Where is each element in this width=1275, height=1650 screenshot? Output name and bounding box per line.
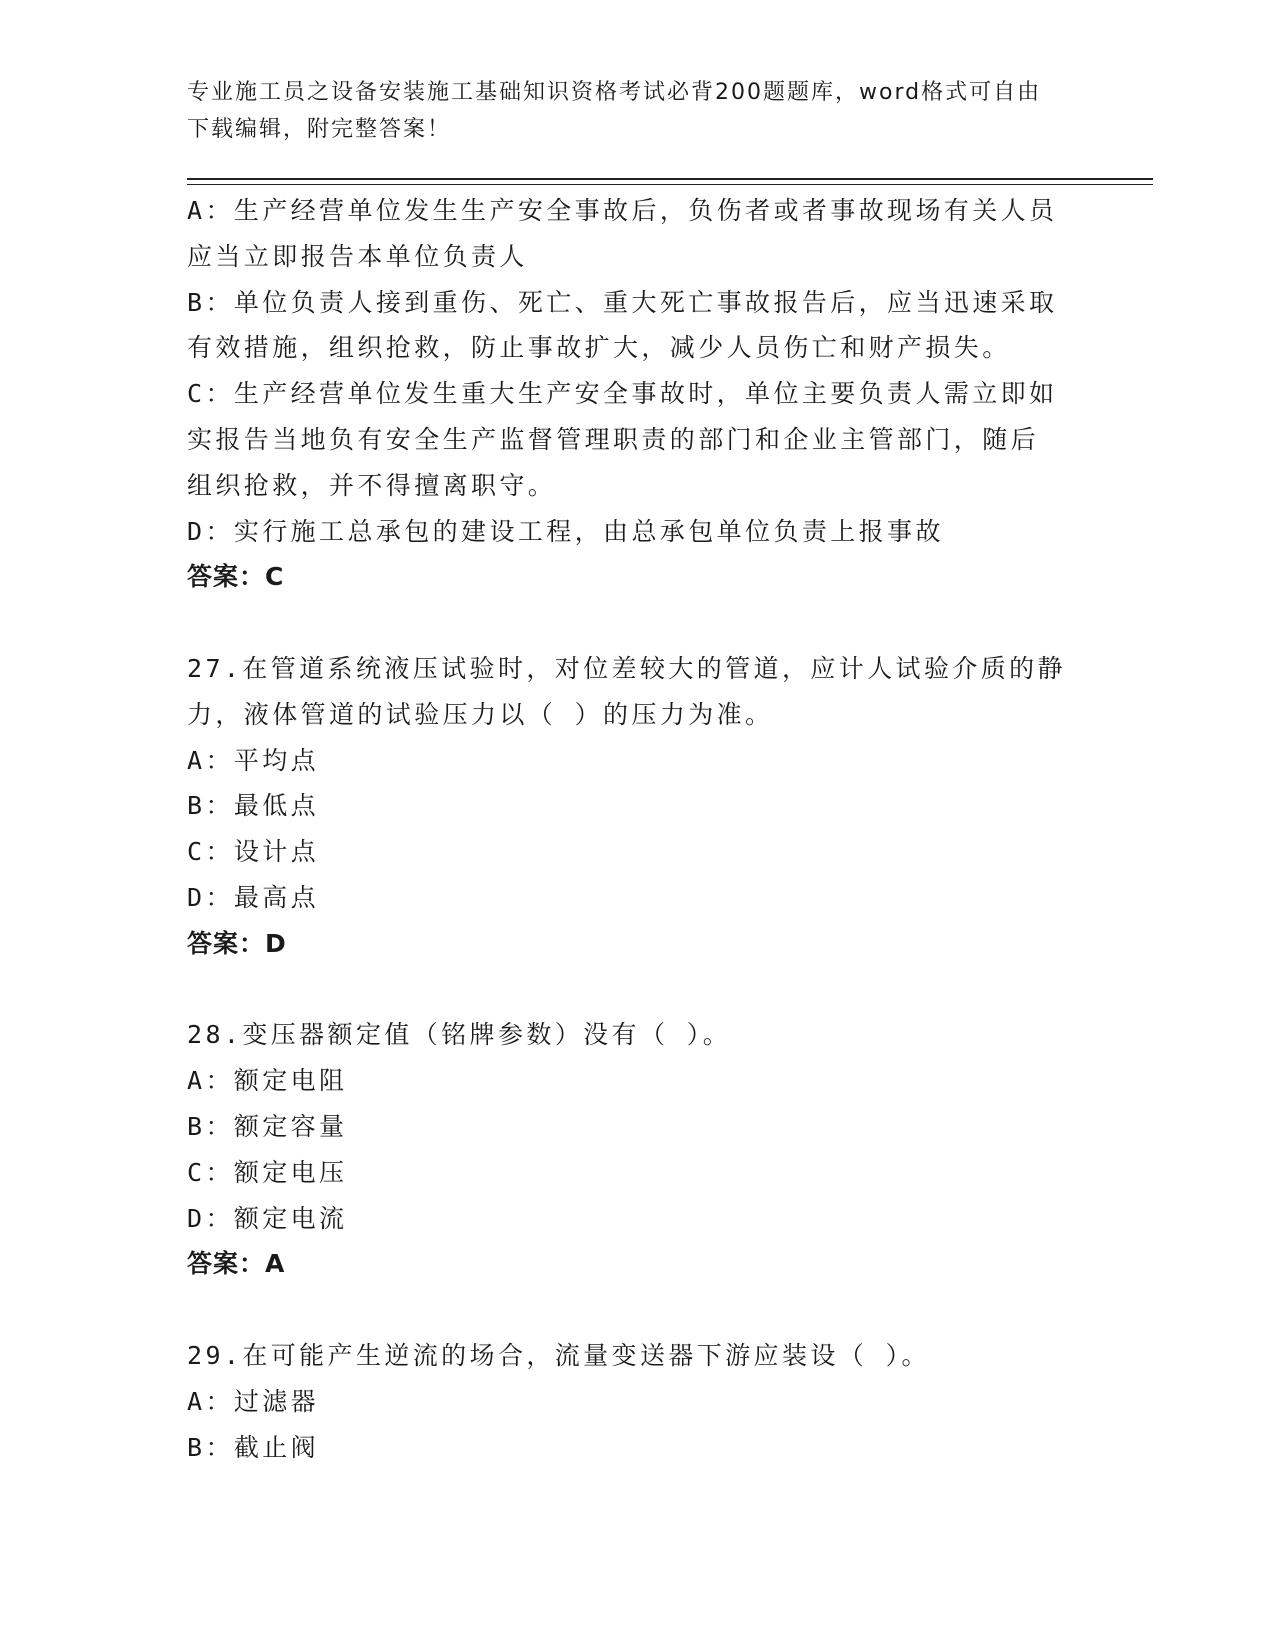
option-c-line-3: 组织抢救，并不得擅离职守。 [187,470,557,500]
answer: 答案：C [187,562,285,592]
answer: 答案：D [187,928,287,958]
option-b: B：额定容量 [187,1111,348,1141]
header-line-2: 下载编辑，附完整答案！ [187,117,452,142]
document-header [187,74,1067,148]
question-26 [187,188,1087,600]
answer: 答案：A [187,1249,286,1279]
option-b: B：最低点 [187,791,320,821]
option-d: D：额定电流 [187,1203,348,1233]
option-c-line-2: 实报告当地负有安全生产监督管理职责的部门和企业主管部门，随后 [187,424,1040,454]
option-a: A：额定电阻 [187,1066,348,1096]
question-list [187,188,1087,1470]
option-a: A：平均点 [187,745,320,775]
option-a: A：过滤器 [187,1386,320,1416]
option-c: C：设计点 [187,837,320,867]
option-b: B：截止阀 [187,1432,320,1462]
option-b-line-2: 有效措施，组织抢救，防止事故扩大，减少人员伤亡和财产损失。 [187,333,1011,363]
header-divider-thin [187,184,1153,185]
question-spacer [187,600,1087,646]
header-divider-thick [187,178,1153,180]
option-b-line-1: B：单位负责人接到重伤、死亡、重大死亡事故报告后，应当迅速采取 [187,287,1058,317]
question-spacer [187,967,1087,1013]
question-stem: 28.变压器额定值（铭牌参数）没有（ ）。 [187,1020,732,1050]
question-stem-line-2: 力，液体管道的试验压力以（ ）的压力为准。 [187,699,774,729]
question-stem-line-1: 27.在管道系统液压试验时，对位差较大的管道，应计人试验介质的静 [187,653,1066,683]
option-a-line-2: 应当立即报告本单位负责人 [187,241,528,271]
option-c: C：额定电压 [187,1157,348,1187]
question-27 [187,646,1087,967]
question-spacer [187,1287,1087,1333]
option-d: D：最高点 [187,882,320,912]
question-29 [187,1333,1087,1470]
header-line-1: 专业施工员之设备安装施工基础知识资格考试必背200题题库，word格式可自由 [187,80,1042,105]
option-d-line-1: D：实行施工总承包的建设工程，由总承包单位负责上报事故 [187,516,944,546]
option-a-line-1: A：生产经营单位发生生产安全事故后，负伤者或者事故现场有关人员 [187,196,1058,225]
question-stem: 29.在可能产生逆流的场合，流量变送器下游应装设（ ）。 [187,1340,930,1370]
question-28 [187,1012,1087,1287]
option-c-line-1: C：生产经营单位发生重大生产安全事故时，单位主要负责人需立即如 [187,379,1058,409]
